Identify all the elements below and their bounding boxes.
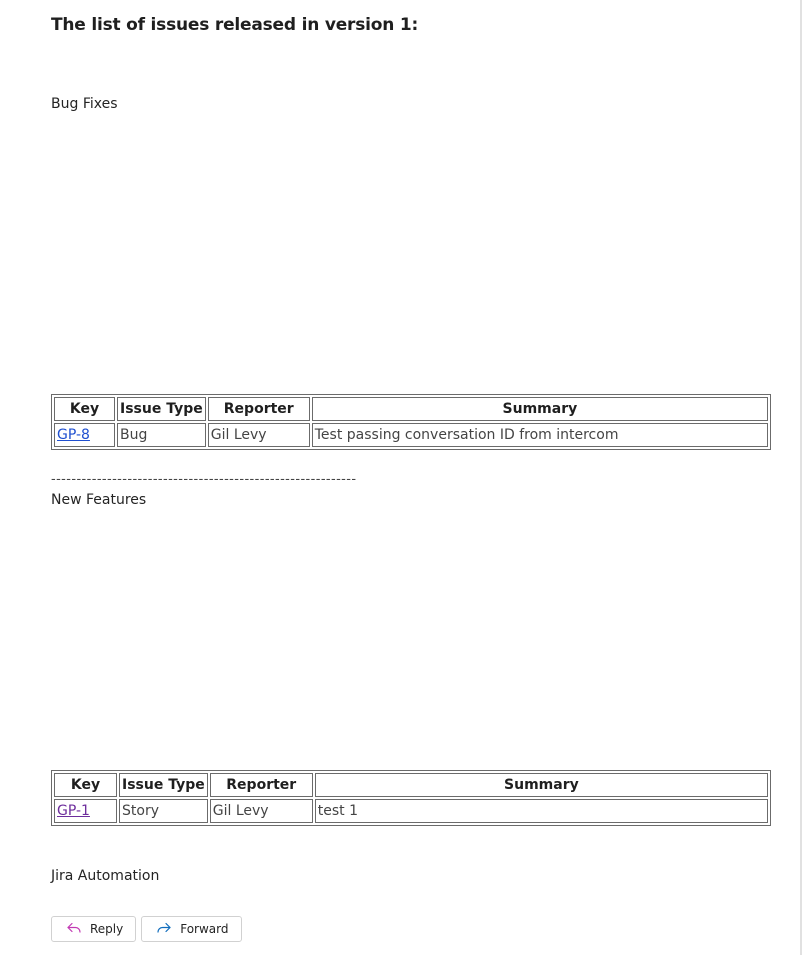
column-header-reporter: Reporter: [210, 773, 313, 797]
forward-label: Forward: [180, 922, 229, 936]
issue-type-cell: Bug: [117, 423, 206, 447]
reporter-cell: Gil Levy: [210, 799, 313, 823]
section-title-bug-fixes: Bug Fixes: [51, 96, 118, 112]
new-features-table: [51, 770, 771, 826]
issue-type-cell: Story: [119, 799, 208, 823]
table-row: [54, 423, 768, 447]
issue-key-cell: [54, 799, 117, 823]
table-header-row: [54, 397, 768, 421]
reporter-cell: Gil Levy: [208, 423, 310, 447]
forward-arrow-icon: [156, 921, 172, 938]
section-divider: ------------------------------------------------------------: [51, 472, 357, 487]
column-header-summary: Summary: [312, 397, 768, 421]
signature: Jira Automation: [51, 868, 160, 884]
column-header-issue-type: Issue Type: [119, 773, 208, 797]
column-header-summary: Summary: [315, 773, 768, 797]
issue-key-link[interactable]: GP-8: [57, 427, 90, 443]
reply-arrow-icon: [66, 921, 82, 938]
column-header-key: Key: [54, 397, 115, 421]
forward-button[interactable]: [141, 916, 241, 942]
summary-cell: Test passing conversation ID from intercom: [312, 423, 768, 447]
column-header-reporter: Reporter: [208, 397, 310, 421]
issue-key-cell: [54, 423, 115, 447]
summary-cell: test 1: [315, 799, 768, 823]
column-header-issue-type: Issue Type: [117, 397, 206, 421]
table-row: [54, 799, 768, 823]
table-header-row: [54, 773, 768, 797]
bug-fixes-table: [51, 394, 771, 450]
reply-button[interactable]: [51, 916, 136, 942]
column-header-key: Key: [54, 773, 117, 797]
section-title-new-features: New Features: [51, 492, 147, 508]
issue-key-link[interactable]: GP-1: [57, 803, 90, 819]
reply-label: Reply: [90, 922, 124, 936]
email-heading: The list of issues released in version 1:: [51, 15, 419, 35]
message-actions: [51, 916, 242, 942]
